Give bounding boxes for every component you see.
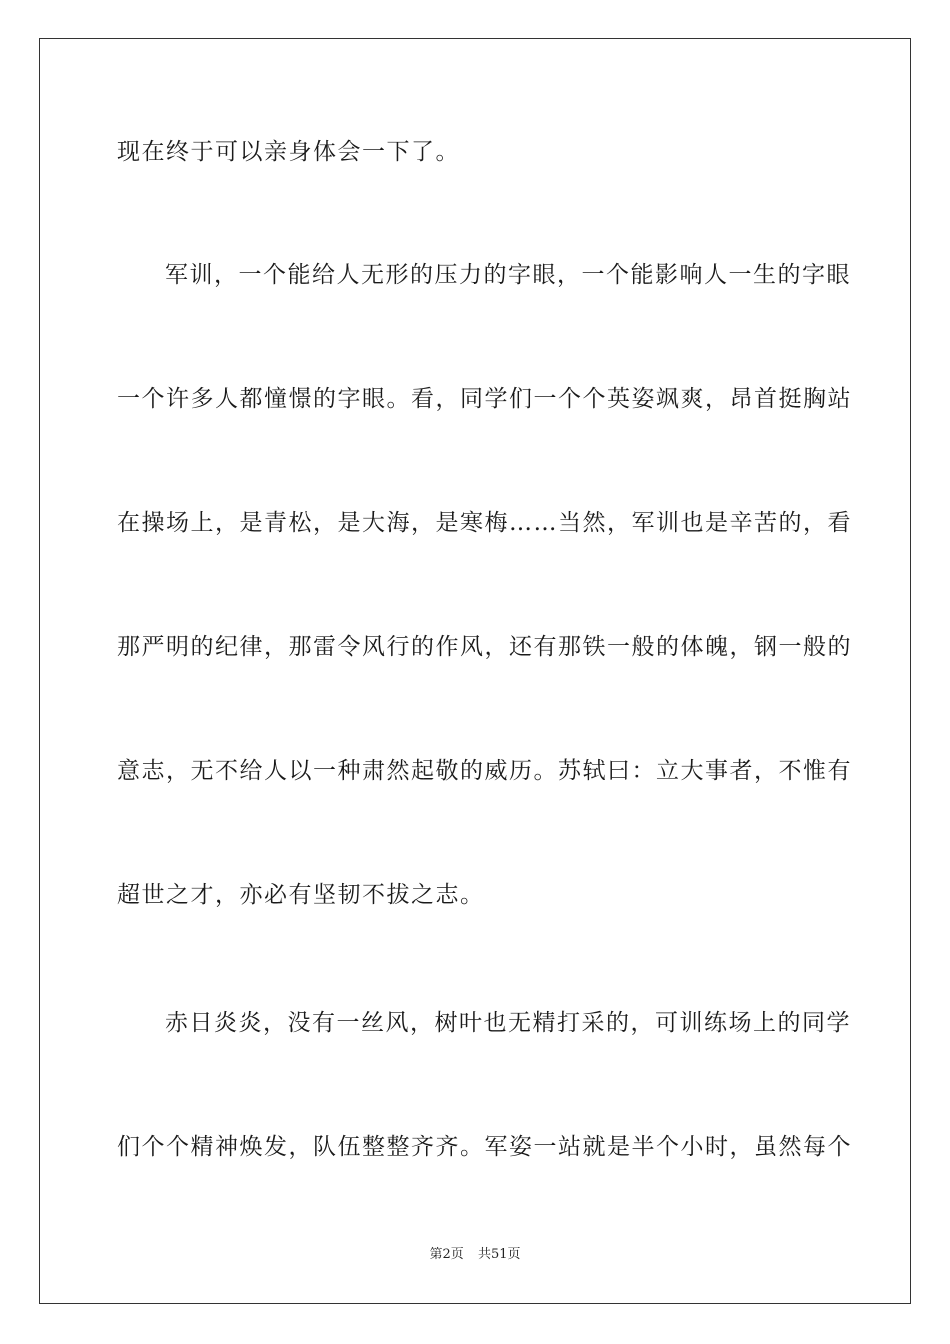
total-pages: 共51页 — [477, 1247, 521, 1262]
text-line-6: 意志，无不给人以一种肃然起敬的威历。苏轼曰：立大事者，不惟有 — [117, 758, 852, 784]
page-number: 第2页 — [429, 1247, 464, 1262]
text-line-7: 超世之才，亦必有坚韧不拔之志。 — [117, 882, 485, 908]
text-line-3: 一个许多人都憧憬的字眼。看，同学们一个个英姿飒爽，昂首挺胸站 — [117, 386, 852, 412]
text-line-8: 赤日炎炎，没有一丝风，树叶也无精打采的，可训练场上的同学 — [165, 1010, 851, 1036]
text-line-2: 军训，一个能给人无形的压力的字眼，一个能影响人一生的字眼 — [165, 262, 851, 288]
page-border — [39, 38, 911, 1304]
text-line-4: 在操场上，是青松，是大海，是寒梅……当然，军训也是辛苦的，看 — [117, 510, 852, 536]
text-line-9: 们个个精神焕发，队伍整整齐齐。军姿一站就是半个小时，虽然每个 — [117, 1134, 852, 1160]
text-line-5: 那严明的纪律，那雷令风行的作风，还有那铁一般的体魄，钢一般的 — [117, 634, 852, 660]
page-footer — [0, 1246, 950, 1264]
text-line-1: 现在终于可以亲身体会一下了。 — [117, 139, 460, 165]
